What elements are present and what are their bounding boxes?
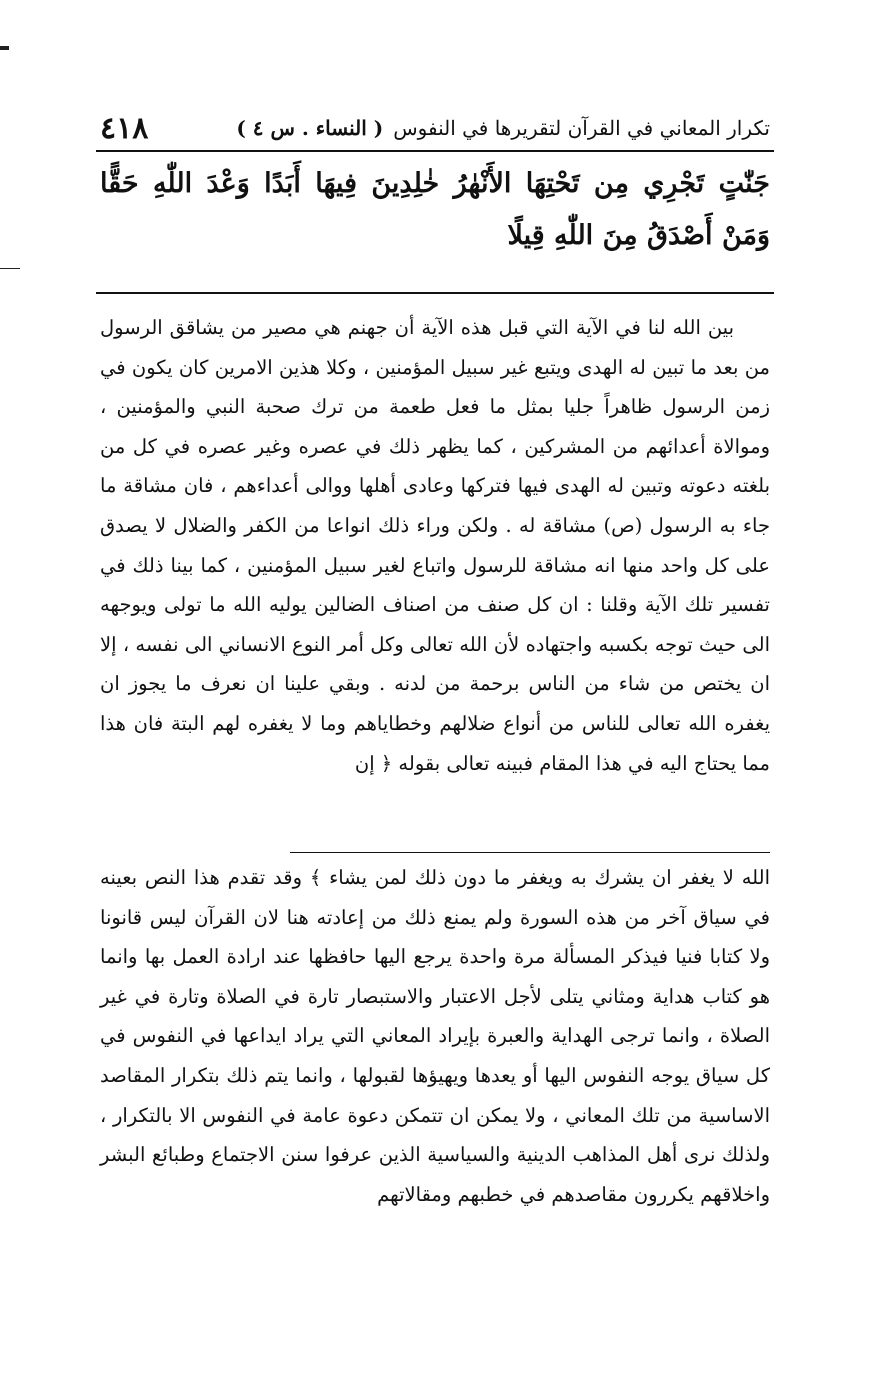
header-surah-ref: ( النساء . س ٤ ) (236, 116, 384, 140)
commentary-text: بين الله لنا في الآية التي قبل هذه الآية أن جهنم هي مصير من يشاقق الرسول من بعد ما تبين له الهدى ويتبع غير سبيل المؤمنين ، وكلا هذين الامرين كان يكون في زمن الرسول ظاهراً جليا بمثل ما فعل طعمة من ترك صحبة النبي والمؤمنين ، وموالاة أعدائهم من المشركين ، كما يظهر ذلك في عصره وغير عصره في كل من بلغته دعوته وتبين له الهدى فيها فتركها وعادى أهلها ووالى أعداءهم ، فان مشاقة ما جاء به الرسول (ص) مشاقة له . ولكن وراء ذلك انواعا من الكفر والضلال لا يصدق على كل واحد منها انه مشاقة للرسول واتباع لغير سبيل المؤمنين ، كما بينا ذلك في تفسير تلك الآية وقلنا : ان كل صنف من اصناف الضالين يوليه الله ما تولى ويوجهه الى حيث توجه بكسبه واجتهاده لأن الله تعالى وكل أمر النوع الانساني الى نفسه ، إلا ان يختص من شاء من الناس برحمة من لدنه . وبقي علينا ان نعرف ما يجوز ان يغفره الله تعالى للناس من أنواع ضلالهم وخطاياهم وما لا يغفره لهم البتة فان هذا مما يحتاج اليه في هذا المقام فبينه تعالى بقوله ﴿ إن (100, 316, 770, 775)
header-text (236, 116, 770, 140)
running-header (100, 110, 770, 146)
scan-edge-mark (0, 46, 9, 50)
commentary-paragraph-1 (100, 308, 770, 783)
commentary-paragraph-2 (100, 858, 770, 1214)
header-rule (96, 150, 774, 152)
header-title: تكرار المعاني في القرآن لتقريرها في النفوس (393, 116, 770, 140)
scan-edge-mark (0, 268, 20, 269)
page-number: ٤١٨ (100, 110, 149, 146)
verse-rule (96, 292, 774, 294)
commentary-text: الله لا يغفر ان يشرك به ويغفر ما دون ذلك لمن يشاء ﴾ وقد تقدم هذا النص بعينه في سياق آخر من هذه السورة ولم يمنع ذلك من إعادته هنا لان القرآن ليس قانونا ولا كتابا فنيا فيذكر المسألة مرة واحدة يرجع اليها حافظها عند ارادة العمل بها وانما هو كتاب هداية ومثاني يتلى لأجل الاعتبار والاستبصار تارة في الصلاة وتارة في غير الصلاة ، وانما ترجى الهداية والعبرة بإيراد المعاني التي يراد ايداعها في النفوس في كل سياق يوجه النفوس اليها أو يعدها ويهيؤها لقبولها ، وانما يتم ذلك بتكرار المقاصد الاساسية من تلك المعاني ، ولا يمكن ان تتمكن دعوة عامة في النفوس الا بالتكرار ، ولذلك نرى أهل المذاهب الدينية والسياسية الذين عرفوا سنن الاجتماع وطبائع البشر واخلاقهم يكررون مقاصدهم في خطبهم ومقالاتهم (100, 866, 770, 1206)
quran-verse: جَنّٰتٍ تَجْرِي مِن تَحْتِهَا الأَنْهٰرُ خٰلِدِينَ فِيهَا أَبَدًا وَعْدَ اللّٰهِ حَقًّا وَمَنْ أَصْدَقُ مِنَ اللّٰهِ قِيلًا (100, 168, 770, 251)
mid-rule (290, 852, 770, 853)
